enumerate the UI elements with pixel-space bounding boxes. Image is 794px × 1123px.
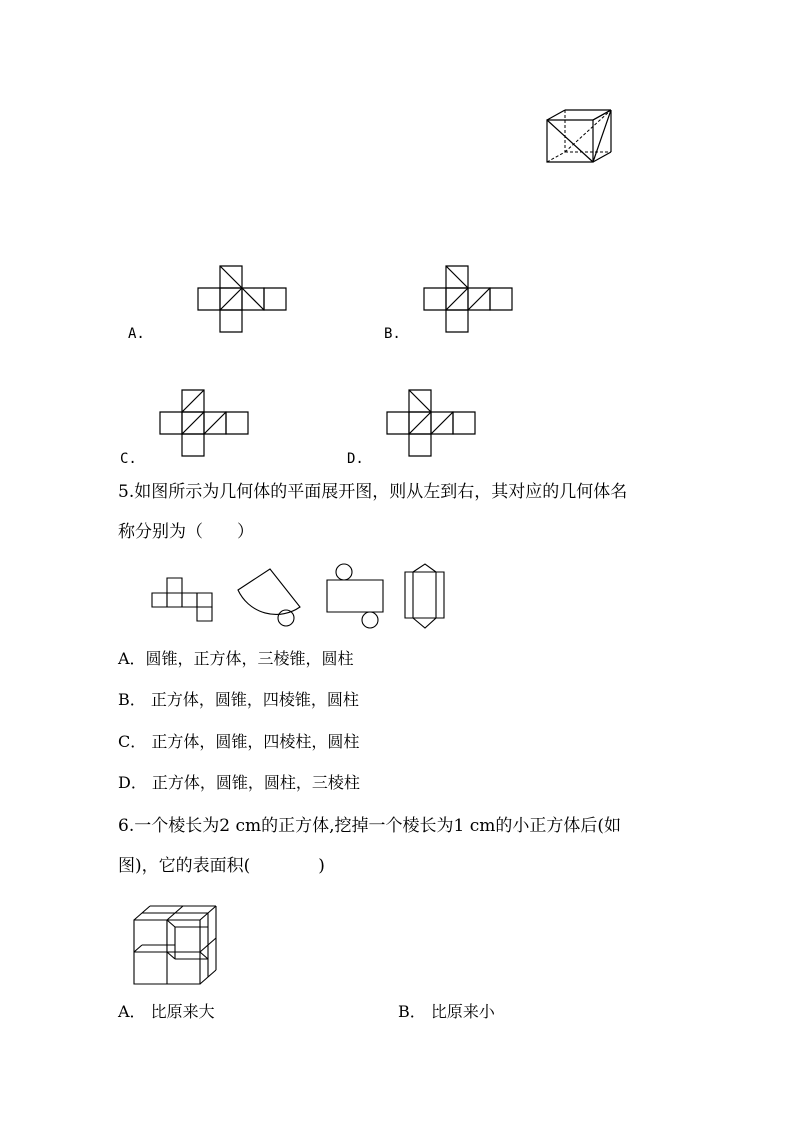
q5-stem-line2: 称分别为（ ） [118,522,254,542]
q4-net-c [158,389,250,459]
q4-option-d-label[interactable]: D. [347,451,364,467]
q6-stem-line2: 图)，它的表面积( ) [118,856,325,876]
q5-option-c[interactable]: C． 正方体，圆锥，四棱柱，圆柱 [118,732,360,751]
q6-cube-missing-corner-figure [130,902,218,986]
q5-option-d[interactable]: D． 正方体，圆锥，圆柱，三棱柱 [118,773,360,792]
q5-stem-line1: 5.如图所示为几何体的平面展开图，则从左到右，其对应的几何体名 [118,482,628,502]
q4-net-b [422,265,514,335]
q6-stem-line1: 6.一个棱长为2 cm的正方体,挖掉一个棱长为1 cm的小正方体后(如 [118,816,621,836]
q5-option-a[interactable]: A．圆锥，正方体，三棱锥，圆柱 [118,649,354,668]
q4-net-d [385,389,477,459]
cube-diagonal-figure [545,108,613,164]
q4-option-b-label[interactable]: B. [384,326,401,342]
q4-option-c-label[interactable]: C. [120,451,137,467]
q4-option-a-label[interactable]: A. [128,326,145,342]
q6-option-b[interactable]: B． 比原来小 [398,1002,495,1021]
q6-option-a[interactable]: A． 比原来大 [118,1002,215,1021]
q4-net-a [196,265,288,335]
q5-option-b[interactable]: B． 正方体，圆锥，四棱锥，圆柱 [118,690,359,709]
q5-unfolded-nets-figure [150,562,450,632]
